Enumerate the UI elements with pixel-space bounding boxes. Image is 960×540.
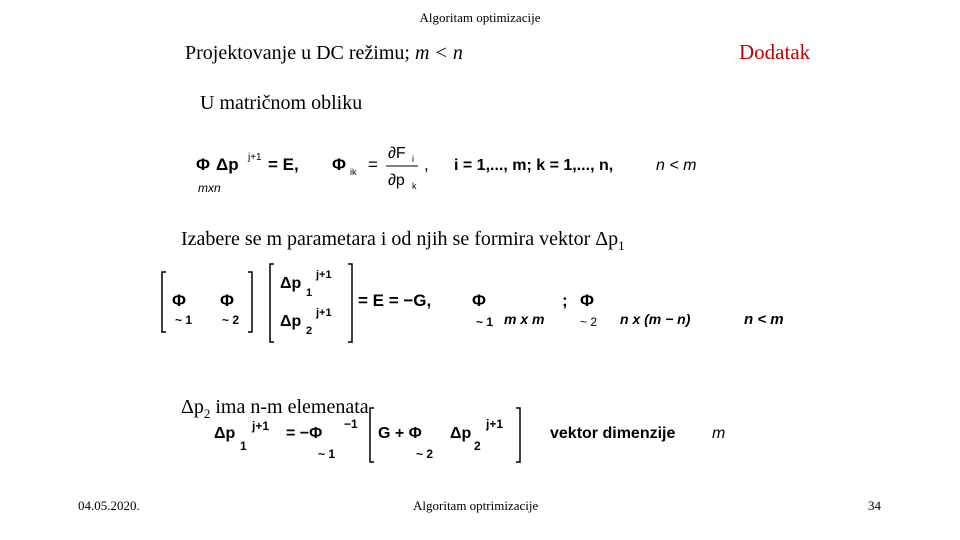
f2-sup2: j+1	[316, 307, 332, 319]
f2-phi3: Φ	[472, 291, 486, 310]
f2-cond: n < m	[744, 311, 784, 328]
f2-phi4: Φ	[580, 291, 594, 310]
dodatak-badge: Dodatak	[739, 40, 811, 64]
page-number: 34	[868, 498, 881, 513]
select-params-sub: 1	[618, 238, 625, 253]
f2-sup1: j+1	[316, 269, 332, 281]
slide-header: Algoritam optimizacije	[419, 10, 541, 25]
f3-sup: j+1	[252, 419, 270, 433]
section-select-params	[181, 228, 625, 254]
dp2-text: Δp	[181, 396, 204, 418]
f1-comma: ,	[424, 155, 429, 174]
f2-phi2: Φ	[220, 291, 234, 310]
f2-dim2: n x (m − n)	[620, 311, 691, 327]
f3-g: G + Φ	[378, 425, 422, 442]
f3-inv: −1	[344, 417, 358, 431]
footer-title: Algoritam optrimizacije	[413, 498, 539, 513]
f3-m: m	[712, 425, 726, 442]
f2-dim1: m x m	[504, 311, 545, 327]
f1-phi-ik: Φ	[332, 155, 346, 174]
title-condition: m < n	[414, 42, 463, 64]
f2-dp1: Δp	[280, 275, 302, 292]
f1-num-sub: i	[412, 154, 414, 164]
f1-phi: Φ	[196, 155, 210, 174]
f1-den: ∂p	[388, 172, 405, 189]
formula-matrix-form	[196, 140, 716, 200]
f2-semicolon: ;	[562, 291, 568, 310]
f3-eq: = −Φ	[286, 425, 323, 442]
formula-partition	[160, 262, 820, 344]
f3-sub-phi: ~ 1	[318, 447, 336, 461]
f2-dp1-sub: 1	[306, 287, 313, 299]
f2-dp2-sub: 2	[306, 325, 313, 337]
formula-dp1	[212, 406, 752, 466]
f1-dims: mxn	[198, 181, 221, 195]
f3-dp2: Δp	[450, 425, 472, 442]
f2-sub2: ~ 2	[222, 313, 240, 327]
select-params-text: Izabere se m parametara i od njih se formira vektor Δp	[181, 228, 619, 250]
f3-dp2-sub: 2	[474, 439, 481, 453]
f1-cond: n < m	[656, 157, 697, 174]
f1-eq2: =	[368, 155, 378, 174]
f2-dp2: Δp	[280, 313, 302, 330]
f2-sub3: ~ 1	[476, 315, 494, 329]
section-matrix-form: U matričnom obliku	[200, 92, 363, 114]
dp2-sub: 2	[203, 406, 211, 421]
f3-sup2: j+1	[486, 417, 504, 431]
f2-phi1: Φ	[172, 291, 186, 310]
f1-sup: j+1	[248, 152, 262, 163]
f3-label: vektor dimenzije	[550, 425, 676, 442]
f2-sub4: ~ 2	[580, 315, 598, 329]
f3-sub: 1	[240, 439, 247, 453]
f1-dp: Δp	[216, 155, 239, 174]
f2-sub1: ~ 1	[175, 313, 193, 327]
f3-dp: Δp	[214, 425, 236, 442]
f2-eq: = E = −G,	[358, 291, 432, 310]
dp2-rest: ima n-m elemenata	[210, 396, 369, 418]
footer-date: 04.05.2020.	[78, 498, 140, 513]
title-prefix: Projektovanje u DC režimu;	[185, 42, 415, 64]
f1-range: i = 1,..., m; k = 1,..., n,	[454, 157, 614, 174]
f1-num: ∂F	[388, 145, 406, 162]
slide-title	[185, 42, 463, 65]
f1-eq: = E,	[268, 155, 299, 174]
f1-ik: ik	[350, 167, 357, 177]
f3-sub-g: ~ 2	[416, 447, 434, 461]
f1-den-sub: k	[412, 181, 417, 191]
